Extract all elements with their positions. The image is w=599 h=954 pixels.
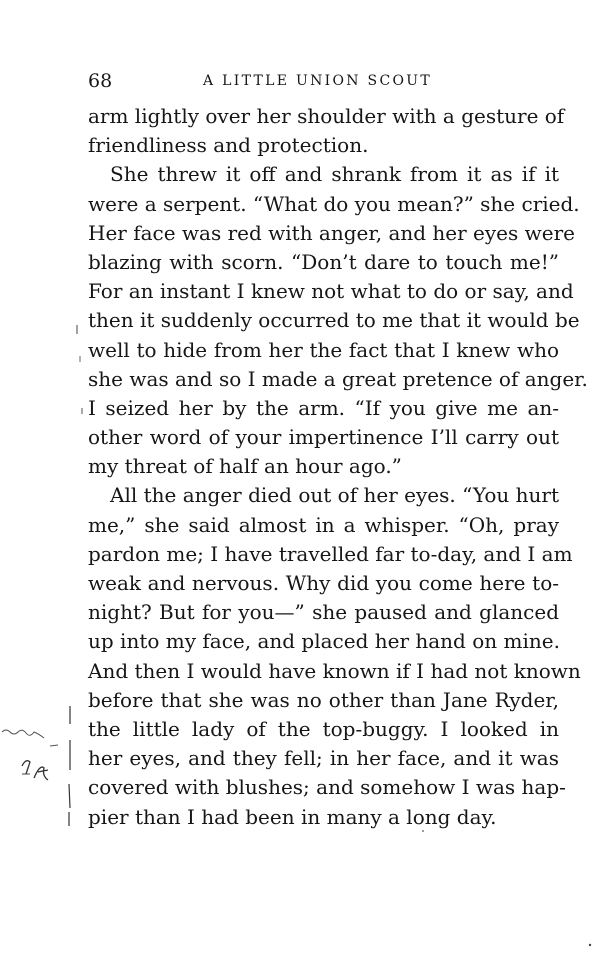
text-line: covered with blushes; and somehow I was hap-: [88, 775, 566, 800]
text-line: before that she was no other than Jane Ryder,: [88, 687, 559, 712]
text-line: And then I would have known if I had not known: [88, 658, 581, 683]
text-line: She threw it off and shrank from it as if it: [110, 162, 559, 187]
text-line: All the anger died out of her eyes. “You hurt: [110, 483, 559, 508]
text-line: then it suddenly occurred to me that it would be: [88, 308, 580, 333]
text-line: other word of your impertinence I’ll carry out: [88, 425, 559, 450]
text-line: the little lady of the top-buggy. I looked in: [88, 716, 559, 741]
text-line: her eyes, and they fell; in her face, and it was: [88, 746, 559, 771]
text-line: pier than I had been in many a long day.: [88, 804, 497, 829]
text-line: me,” she said almost in a whisper. “Oh, pray: [88, 512, 559, 537]
text-line: blazing with scorn. “Don’t dare to touch me!”: [88, 249, 559, 274]
text-line: friendliness and protection.: [88, 133, 369, 158]
text-line: For an instant I knew not what to do or say, and: [88, 279, 574, 304]
text-line: arm lightly over her shoulder with a gesture of: [88, 104, 565, 128]
text-line: my threat of half an hour ago.”: [88, 454, 402, 479]
text-line: I seized her by the arm. “If you give me an-: [88, 395, 559, 420]
page-number: 68: [88, 70, 113, 92]
text-line: well to hide from her the fact that I knew who: [88, 337, 559, 362]
text-line: were a serpent. “What do you mean?” she cried.: [88, 191, 580, 216]
text-line: she was and so I made a great pretence of anger.: [88, 366, 588, 391]
body-text: [88, 102, 588, 832]
text-line: up into my face, and placed her hand on mine.: [88, 629, 560, 654]
text-line: night? But for you—” she paused and glanced: [88, 600, 559, 625]
running-head: A LITTLE UNION SCOUT: [203, 73, 432, 89]
text-line: weak and nervous. Why did you come here to-: [88, 571, 559, 595]
page-header: [88, 66, 558, 92]
text-line: Her face was red with anger, and her eyes were: [88, 220, 575, 245]
text-line: pardon me; I have travelled far to-day, and I am: [88, 541, 573, 566]
